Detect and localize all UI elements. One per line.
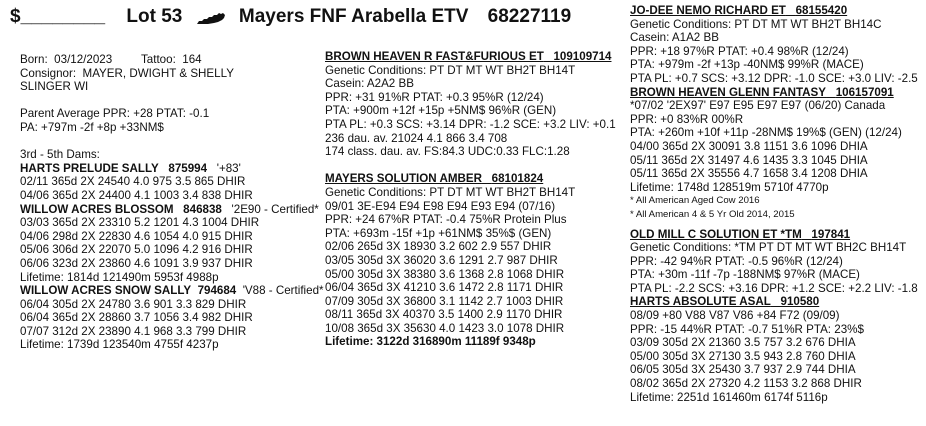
info-line: Genetic Conditions: PT DT MT WT BH2T BH14T: [325, 63, 576, 77]
dam-score: '+83': [216, 161, 241, 175]
sire-dam-column: [325, 50, 615, 349]
ancestor-reg: 106157091: [835, 85, 894, 99]
info-line: PPR: -15 44%R PTAT: -0.7 51%R PTA: 23%$: [630, 322, 864, 336]
born-date: 03/12/2023: [54, 53, 113, 66]
info-line: Genetic Conditions: *TM PT DT MT WT BH2C BH14T: [630, 241, 907, 255]
dam-heading: [20, 202, 319, 217]
record-line: 05/11 365d 2X 35556 4.7 1658 3.4 1208 DHIA: [630, 167, 868, 181]
info-line: PTA PL: -2.2 SCS: +3.16 DPR: +1.2 SCE: +2.2 LIV: -1.8: [630, 281, 918, 295]
record-line: 08/11 365d 3X 40370 3.5 1400 2.9 1170 DHIR: [325, 308, 563, 322]
pedigree-heading: [630, 4, 922, 18]
record-line: 10/08 365d 3X 35630 4.0 1423 3.0 1078 DHIR: [325, 321, 565, 335]
award-line: * All American 4 & 5 Yr Old 2014, 2015: [630, 208, 795, 220]
info-line: Casein: A2A2 BB: [325, 77, 414, 91]
birth-tattoo-line: [20, 53, 310, 67]
info-line: PPR: +31 91%R PTAT: +0.3 95%R (12/24): [325, 90, 544, 104]
born-label: Born:: [20, 53, 48, 66]
consignor-label: Consignor:: [20, 66, 77, 80]
dam-score: 'V88 - Certified*: [242, 284, 324, 298]
price-blank: $________: [10, 6, 106, 27]
info-line: 09/01 3E-E94 E94 E98 E94 E93 E94 (07/16): [325, 199, 556, 213]
record-line: 02/11 365d 2X 24540 4.0 975 3.5 865 DHIR: [20, 175, 246, 189]
sire-name: BROWN HEAVEN R FAST&FURIOUS ET: [325, 50, 544, 63]
grandparents-column: [630, 4, 922, 404]
dam-heading: [20, 284, 324, 298]
animal-name: Mayers FNF Arabella ETV: [238, 6, 469, 27]
info-line: 08/09 +80 V88 V87 V86 +84 F72 (09/09): [630, 309, 840, 323]
info-line: PTA PL: +0.7 SCS: +3.12 DPR: -1.0 SCE: +3.0 LIV: -2.5: [630, 71, 918, 85]
parent-average-ppr: Parent Average PPR: +28 PTAT: -0.1: [20, 107, 210, 121]
ancestor-reg: 68155420: [795, 4, 848, 17]
record-line: 03/03 365d 2X 23310 5.2 1201 4.3 1004 DHIR: [20, 216, 260, 230]
award-line: * All American Aged Cow 2016: [630, 195, 760, 207]
lifetime-line: Lifetime: 1814d 121490m 5953f 4988p: [20, 270, 219, 284]
info-line: PTA: +693m -15f +1p +61NM$ 35%$ (GEN): [325, 226, 552, 240]
tattoo-label: Tattoo:: [140, 53, 176, 66]
record-line: 06/04 365d 3X 41210 3.6 1472 2.8 1171 DHIR: [325, 281, 564, 295]
info-line: PPR: +0 83%R 00%R: [630, 112, 744, 126]
info-line: PPR: -42 94%R PTAT: -0.5 96%R (12/24): [630, 254, 843, 268]
info-line: PTA: +30m -11f -7p -188NM$ 97%R (MACE): [630, 268, 860, 282]
dams-title: 3rd - 5th Dams:: [20, 148, 100, 162]
lifetime-line: Lifetime: 1748d 128519m 5710f 4770p: [630, 180, 829, 194]
info-line: 174 class. dau. av. FS:84.3 UDC:0.33 FLC:1.28: [325, 145, 570, 159]
pedigree-heading: [630, 228, 922, 242]
sire-heading: [325, 50, 615, 64]
record-line: 06/05 305d 3X 25430 3.7 937 2.9 744 DHIA: [630, 363, 856, 377]
animal-info-column: [20, 53, 324, 352]
ancestor-name: HARTS ABSOLUTE ASAL: [630, 295, 771, 309]
info-line: PPR: +24 67%R PTAT: -0.4 75%R Protein Plus: [325, 213, 567, 227]
record-line: 07/07 312d 2X 23890 4.1 968 3.3 799 DHIR: [20, 324, 247, 338]
lot-number: Lot 53: [126, 6, 183, 27]
consignor-line: [20, 67, 310, 81]
info-line: Genetic Conditions: PT DT MT WT BH2T BH14C: [630, 17, 882, 31]
consignor-location: SLINGER WI: [20, 80, 89, 94]
info-line: PTA: +900m +12f +15p +5NM$ 96%R (GEN): [325, 104, 557, 118]
sire-reg: 109109714: [553, 50, 612, 63]
info-line: *07/02 '2EX97' E97 E95 E97 E97 (06/20) Canada: [630, 99, 886, 113]
dam-score: '2E90 - Certified*: [231, 202, 319, 216]
record-line: 04/06 298d 2X 22830 4.6 1054 4.0 915 DHIR: [20, 229, 253, 243]
dam-name: WILLOW ACRES BLOSSOM: [20, 202, 174, 216]
record-line: 08/02 365d 2X 27320 4.2 1153 3.2 868 DHIR: [630, 377, 862, 391]
info-line: PTA: +260m +10f +11p -28NM$ 19%$ (GEN) (12/24): [630, 126, 902, 140]
dam-reg: 875994: [168, 161, 208, 175]
pedigree-heading: [630, 86, 922, 100]
record-line: 07/09 305d 3X 36800 3.1 1142 2.7 1003 DHIR: [325, 294, 564, 308]
record-line: 05/00 305d 3X 38380 3.6 1368 2.8 1068 DHIR: [325, 267, 565, 281]
info-line: Casein: A1A2 BB: [630, 31, 719, 45]
dam-name: HARTS PRELUDE SALLY: [20, 161, 159, 175]
lifetime-line: Lifetime: 3122d 316890m 11189f 9348p: [325, 335, 536, 349]
record-line: 02/06 265d 3X 18930 3.2 602 2.9 557 DHIR: [325, 240, 552, 254]
dam-name: MAYERS SOLUTION AMBER: [325, 172, 482, 186]
pedigree-heading: [630, 295, 922, 309]
dam-reg: 68101824: [491, 172, 544, 186]
record-line: 06/06 323d 2X 23860 4.6 1091 3.9 937 DHIR: [20, 256, 253, 270]
dam-heading: [20, 162, 310, 176]
lifetime-line: Lifetime: 2251d 161460m 6174f 5116p: [630, 390, 828, 404]
info-line: PTA: +979m -2f +13p -40NM$ 99%R (MACE): [630, 58, 864, 72]
record-line: 03/09 305d 2X 21360 3.5 757 3.2 676 DHIA: [630, 336, 856, 350]
record-line: 03/05 305d 3X 36020 3.6 1291 2.7 987 DHIR: [325, 253, 558, 267]
ancestor-name: BROWN HEAVEN GLENN FANTASY: [630, 85, 827, 99]
record-line: 06/04 365d 2X 28860 3.7 1056 3.4 982 DHIR: [20, 311, 253, 325]
record-line: 06/04 305d 2X 24780 3.6 901 3.3 829 DHIR: [20, 297, 247, 311]
info-line: PTA PL: +0.3 SCS: +3.14 DPR: -1.2 SCE: +3.2 LIV: +0.1: [325, 117, 616, 131]
info-line: Genetic Conditions: PT DT MT WT BH2T BH14T: [325, 185, 576, 199]
tattoo-value: 164: [182, 53, 202, 66]
ancestor-name: JO-DEE NEMO RICHARD ET: [630, 4, 786, 17]
record-line: 05/06 306d 2X 22070 5.0 1096 4.2 916 DHIR: [20, 243, 253, 257]
record-line: 05/00 305d 3X 27130 3.5 943 2.8 760 DHIA: [630, 349, 856, 363]
kentucky-state-outline-icon: [196, 10, 226, 24]
parent-average-pa: PA: +797m -2f +8p +33NM$: [20, 120, 164, 134]
catalog-header: [10, 6, 571, 28]
record-line: 05/11 365d 2X 31497 4.6 1435 3.3 1045 DHIA: [630, 153, 868, 167]
ancestor-reg: 910580: [780, 295, 820, 309]
dam-name: WILLOW ACRES SNOW SALLY: [20, 284, 192, 298]
dam-reg: 846838: [183, 202, 222, 216]
ancestor-reg: 197841: [811, 227, 851, 241]
consignor-name: MAYER, DWIGHT & SHELLY: [82, 66, 234, 80]
info-line: 236 dau. av. 21024 4.1 866 3.4 708: [325, 131, 508, 145]
ancestor-name: OLD MILL C SOLUTION ET *TM: [630, 227, 802, 241]
record-line: 04/06 365d 2X 24400 4.1 1003 3.4 838 DHIR: [20, 188, 253, 202]
dam-reg: 794684: [197, 284, 237, 298]
lifetime-line: Lifetime: 1739d 123540m 4755f 4237p: [20, 338, 219, 352]
registration-number: 68227119: [487, 6, 572, 27]
record-line: 04/00 365d 2X 30091 3.8 1151 3.6 1096 DHIA: [630, 139, 868, 153]
info-line: PPR: +18 97%R PTAT: +0.4 98%R (12/24): [630, 44, 849, 58]
dam-heading: [325, 172, 615, 186]
